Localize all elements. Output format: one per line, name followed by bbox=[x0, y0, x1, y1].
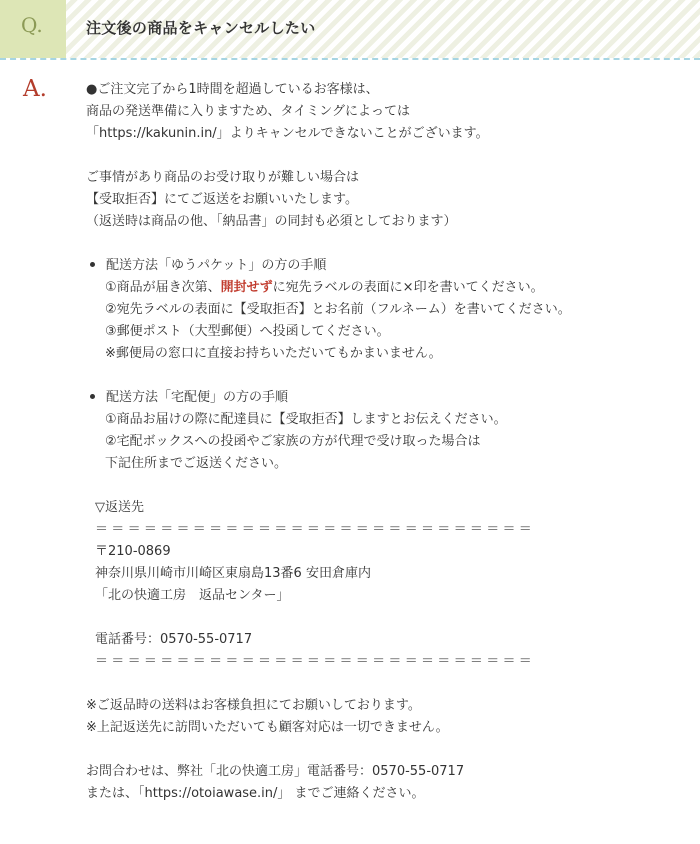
refusal-line: ご事情があり商品のお受け取りが難しい場合は bbox=[86, 170, 360, 185]
step-text: ①商品が届き次第、 bbox=[105, 280, 221, 295]
answer-body bbox=[86, 79, 686, 805]
emphasis-text: 開封せず bbox=[220, 280, 273, 295]
contact-line: または、「https://otoiawase.in/」 までご連絡ください。 bbox=[86, 786, 425, 801]
contact-line: お問合わせは、弊社「北の快適工房」電話番号：0570-55-0717 bbox=[86, 764, 465, 779]
refusal-line: （返送時は商品の他、「納品書」の同封も必須としております） bbox=[86, 214, 457, 229]
section-divider bbox=[0, 58, 700, 60]
refusal-line: 【受取拒否】にてご返送をお願いいたします。 bbox=[86, 192, 358, 207]
takuhaibin-step-2-cont: 下記住所までご返送ください。 bbox=[105, 456, 288, 471]
yupacket-heading bbox=[86, 255, 686, 277]
yupacket-heading-text: 配送方法「ゆうパケット」の方の手順 bbox=[106, 258, 327, 273]
takuhaibin-heading bbox=[86, 387, 686, 409]
bullet-icon bbox=[90, 394, 95, 399]
intro-line: ●ご注文完了から1時間を超過しているお客様は、 bbox=[86, 82, 379, 97]
answer-marker: A. bbox=[23, 76, 47, 102]
question-title: 注文後の商品をキャンセルしたい bbox=[86, 19, 316, 37]
takuhaibin-step-1: ①商品お届けの際に配達員に【受取拒否】しますとお伝えください。 bbox=[105, 412, 507, 427]
intro-line: 商品の発送準備に入りますため、タイミングによっては bbox=[86, 104, 410, 119]
yupacket-note: ※郵便局の窓口に直接お持ちいただいてもかまいません。 bbox=[105, 346, 442, 361]
yupacket-step-1 bbox=[86, 277, 686, 299]
return-phone: 電話番号：0570-55-0717 bbox=[95, 632, 253, 647]
return-recipient: 「北の快適工房 返品センター」 bbox=[95, 588, 290, 603]
return-postal-code: 〒210-0869 bbox=[95, 544, 171, 559]
question-badge bbox=[0, 0, 66, 58]
takuhaibin-heading-text: 配送方法「宅配便」の方の手順 bbox=[106, 390, 289, 405]
bullet-icon bbox=[90, 262, 95, 267]
return-address-rule-end: ＝＝＝＝＝＝＝＝＝＝＝＝＝＝＝＝＝＝＝＝＝＝＝＝＝＝＝ bbox=[95, 654, 536, 669]
return-address: 神奈川県川崎市川崎区東扇島13番6 安田倉庫内 bbox=[95, 566, 371, 581]
step-text: に宛先ラベルの表面に×印を書いてください。 bbox=[272, 280, 544, 295]
return-address-label: ▽返送先 bbox=[95, 500, 144, 515]
yupacket-step-3: ③郵便ポスト（大型郵便）へ投函してください。 bbox=[105, 324, 390, 339]
note-line: ※上記返送先に訪問いただいても顧客対応は一切できません。 bbox=[86, 720, 449, 735]
question-marker: Q. bbox=[21, 13, 43, 37]
intro-line: 「https://kakunin.in/」よりキャンセルできないことがございます。 bbox=[86, 126, 489, 141]
note-line: ※ご返品時の送料はお客様負担にてお願いしております。 bbox=[86, 698, 421, 713]
takuhaibin-step-2: ②宅配ボックスへの投函やご家族の方が代理で受け取った場合は bbox=[105, 434, 481, 449]
yupacket-step-2: ②宛先ラベルの表面に【受取拒否】とお名前（フルネーム）を書いてください。 bbox=[105, 302, 571, 317]
return-address-rule: ＝＝＝＝＝＝＝＝＝＝＝＝＝＝＝＝＝＝＝＝＝＝＝＝＝＝＝ bbox=[95, 522, 536, 537]
question-header bbox=[0, 0, 700, 58]
